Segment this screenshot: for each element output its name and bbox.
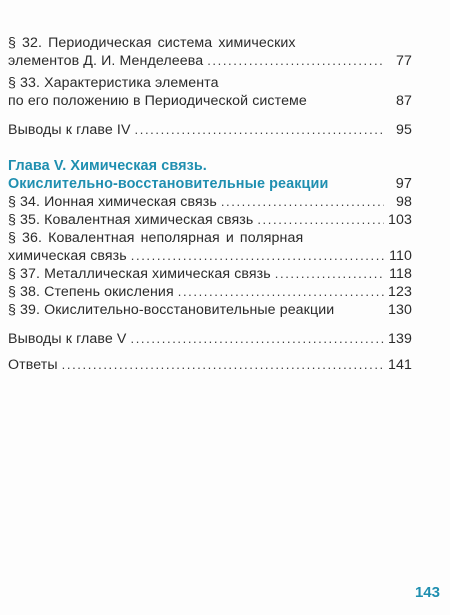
toc-entry-summary-4 (8, 121, 412, 139)
toc-entry-text: § 34. Ионная химическая связь (8, 194, 217, 210)
toc-entry-text: § 39. Окислительно-восстановительные реакции (8, 302, 335, 318)
toc-entry-text: Ответы (8, 357, 58, 373)
toc-entry-text: § 38. Степень окисления (8, 284, 174, 300)
leader-dots (221, 193, 384, 211)
toc-entry-text: химическая связь (8, 248, 127, 264)
leader-dots (275, 265, 384, 283)
toc-entry-text: § 35. Ковалентная химическая связь (8, 212, 254, 228)
toc-page-number: 123 (388, 284, 412, 300)
toc-page-number: 130 (388, 302, 412, 318)
toc-entry-38 (8, 283, 412, 301)
toc-entry-36 (8, 229, 412, 265)
toc-entry-text: элементов Д. И. Менделеева (8, 53, 204, 69)
leader-dots (131, 330, 385, 348)
toc-page-number: 98 (396, 194, 412, 210)
toc-page-number: 77 (396, 53, 412, 69)
toc-page-number: 103 (388, 212, 412, 228)
toc-entry-text: § 33. Характеристика элемента (8, 75, 219, 91)
toc-page-number: 95 (396, 122, 412, 138)
toc-page-number: 141 (388, 357, 412, 373)
toc-entry-39 (8, 301, 412, 319)
leader-dots (135, 121, 384, 139)
chapter-title: Окислительно-восстановительные реакции (8, 176, 329, 192)
toc-entry-text: § 37. Металлическая химическая связь (8, 266, 271, 282)
toc-entry-text: Выводы к главе IV (8, 122, 131, 138)
leader-dots (62, 356, 384, 374)
chapter-title: Глава V. Химическая связь. (8, 158, 207, 174)
toc-entry-37 (8, 265, 412, 283)
toc-entry-35 (8, 211, 412, 229)
table-of-contents (8, 34, 412, 374)
toc-entry-32 (8, 34, 412, 70)
toc-entry-text: по его положению в Периодической системе (8, 93, 307, 109)
toc-entry-answers (8, 356, 412, 374)
leader-dots (178, 283, 384, 301)
leader-dots (131, 247, 384, 265)
toc-entry-text: Выводы к главе V (8, 331, 127, 347)
leader-dots (207, 52, 384, 70)
toc-chapter-5 (8, 157, 412, 193)
toc-entry-summary-5 (8, 330, 412, 348)
toc-entry-34 (8, 193, 412, 211)
leader-dots (257, 211, 384, 229)
toc-page-number: 110 (389, 248, 412, 264)
toc-entry-text: § 32. Периодическая система химических (8, 35, 296, 51)
toc-page-number: 97 (395, 176, 412, 192)
toc-page-number: 87 (396, 93, 412, 109)
toc-entry-33 (8, 74, 412, 110)
toc-entry-text: § 36. Ковалентная неполярная и полярная (8, 230, 304, 246)
toc-page-number: 118 (389, 266, 412, 282)
page-number: 143 (414, 584, 440, 601)
toc-page-number: 139 (388, 331, 412, 347)
